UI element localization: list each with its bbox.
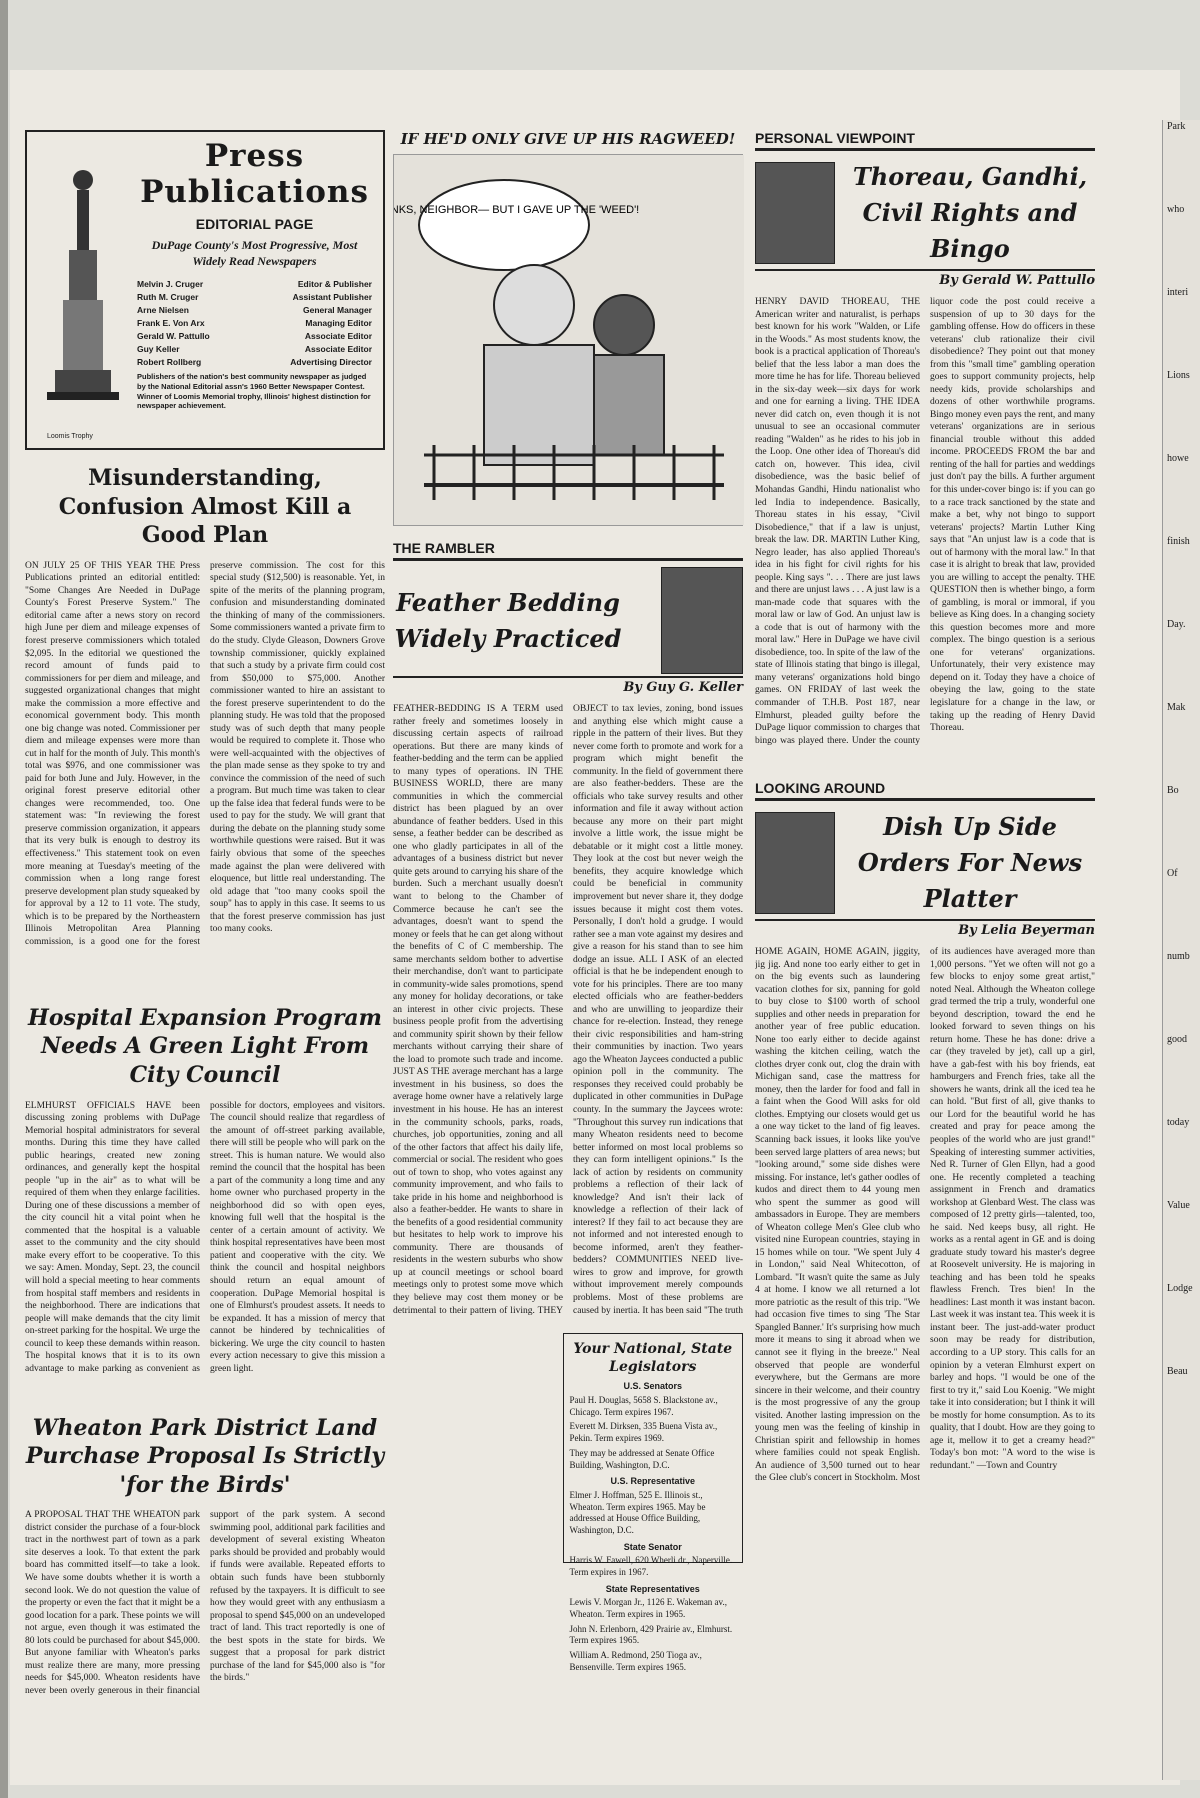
masthead-box — [25, 130, 385, 450]
staff-name: Ruth M. Cruger — [137, 292, 199, 303]
adjacent-page-fragment: numb — [1167, 951, 1190, 962]
staff-role: Associate Editor — [304, 331, 372, 342]
viewpoint-label: PERSONAL VIEWPOINT — [755, 130, 1095, 151]
masthead-title: Press Publications — [140, 138, 369, 210]
viewpoint-title: Thoreau, Gandhi, Civil Rights and Bingo — [852, 162, 1088, 263]
editorial-body: ELMHURST OFFICIALS HAVE been discussing zoning problems with DuPage Memorial hospital administrators for several months. During this time they have called public hearings, created new zoning ordinances, and generally kept the hospital people "up in the air" as to what will be required of them when they enlarge facilities. During one of these discussions a member of the city council hit a vital point when he commented that the hospital is a valuable asset to the community and the city should make every effort to be cooperative. To this we say: Amen. Monday, Sept. 23, the council will hold a special meeting to hear comments from hospital staff members and residents in the neighborhood. There are indications that people will make demands that the city limit on-street parking for the hospital. We urge the council to keep these demands within reason. The hospital knows that it is to its own advantage to make parking as convenient as possible for doctors, employees and visitors. The council should realize that regardless of the amount of off-street parking available, there will still be people who will park on the street. This is human nature. We would also remind the council that the hospital has been a part of the community a long time and any home owner who purchased property in the neighborhood did so with open eyes, knowing full well that the hospital is the center of a certain amount of activity. We think hospital representatives have been most patient and cooperative with the city. We think the council and hospital neighbors should return an equal amount of cooperation. DuPage Memorial hospital is one of Elmhurst's proudest assets. It needs to be expanded. It has a mission of mercy that cannot be hindered by technicalities of bickering. We urge the city council to hasten every action necessary to give this mission a green light. — [25, 1100, 385, 1374]
legislator-entry: Paul H. Douglas, 5658 S. Blackstone av., Chicago. Term expires 1967. — [569, 1395, 718, 1417]
column-left — [25, 130, 385, 1709]
staff-row — [137, 279, 372, 289]
legislator-entry: They may be addressed at Senate Office Building, Washington, D.C. — [569, 1447, 715, 1470]
editorial-body: A PROPOSAL THAT THE WHEATON park district consider the purchase of a four-block tract in the northwest part of town as a park site deserves a look. To that extent the park board has committed itself—to take a look. We have some doubts whether it is worth a second look. We do not question the value of the property or even the fact that it might be a good location for a park. These points we will not argue, even though it was estimated the 80 lots could be purchased for about $45,000. But anyone familiar with Wheaton's parks must realize there are many, more pressing needs for $45,000. Wheaton residents have never been overly generous in their financial support of the park system. A second swimming pool, additional park facilities and development of several existing Wheaton parks should be provided and probably would if funds were available. Repeated efforts to obtain such funds have been stubbornly refused by the taxpayers. It is difficult to see how they would greet with any enthusiasm a proposal to spend $45,000 on an undeveloped tract of land. This tract reportedly is one of the best spots in the state for birds. We suggest that a proposal for park district purchase of the land for $45,000 also is "for the birds." — [25, 1510, 385, 1696]
staff-row — [137, 305, 372, 315]
staff-row — [137, 292, 372, 302]
staff-row — [137, 344, 372, 354]
masthead-text — [137, 138, 372, 411]
adjacent-page-fragment: Bo — [1167, 785, 1179, 796]
legislators-group-heading: U.S. Senators — [623, 1381, 683, 1392]
adjacent-page-fragment: interi — [1167, 287, 1189, 298]
legislator-entry: William A. Redmond, 250 Tioga av., Bensenville. Term expires 1965. — [569, 1650, 702, 1672]
staff-role: Advertising Director — [290, 357, 372, 368]
looking-around-title: Dish Up Side Orders For News Platter — [857, 812, 1083, 913]
editorial-headline: Misunderstanding, Confusion Almost Kill a Good Plan — [58, 465, 352, 549]
staff-role: Associate Editor — [304, 344, 372, 355]
rambler-title: Feather Bedding Widely Practiced — [394, 587, 622, 653]
legislators-box — [563, 1333, 743, 1672]
legislators-group-heading: State Senator — [623, 1541, 682, 1552]
rambler-body-continued — [393, 1323, 555, 1563]
adjacent-page-fragment: finish — [1167, 536, 1190, 547]
legislator-entry: Everett M. Dirksen, 335 Buena Vista av., Pekin. Term expires 1969. — [569, 1421, 718, 1444]
rambler-label: THE RAMBLER — [393, 540, 743, 561]
cartoon-balloon-text: THANKS, NEIGHBOR— BUT I GAVE UP THE 'WEED'! — [394, 204, 640, 216]
viewpoint-byline: By Gerald W. Pattullo — [755, 269, 1095, 288]
looking-around-body: HOME AGAIN, HOME AGAIN, jiggity, jig jig. And none too early either to get in on the big events such as laundering vacation clothes for six, panning for gold to buy close to $100 worth of school supplies and other needs in preparation for another year of free public education. None too early either to decide against washing the kitchen ceiling, watch the clothes dryer conk out, clog the drain with Michigan sand, case the mattress for money, then the larder for food and fall in a faint when the Good Will asks for old clothes. Emptying our closets would get us a one way ticket to the land of fig leaves. Scanning back issues, it looks like you've been served large platters of area news; but "looking around," some side dishes were missing. For instance, let's gather oodles of kudos and direct them to 44 young men who spent the summer as good will ambassadors in Europe. They are members of Wheaton college Men's Glee club who visited nine European countries, staying in 15 homes while on tour. "We spent July 4 in London," said Neal Whitecotton, of Lombard. "It wasn't quite the same as July 4 at home. I know we all returned a lot more patriotic as the result of this trip. "We had occasion five times to sing 'The Star Spangled Banner.' It's surprising how much more it means to sing it abroad when we cannot see it flying in the breeze." Neal observed that people are wonderful everywhere, but the Germans are more sincere in their welcome, and their country is the most progressive of any the group visited. Another lasting impression on the young men was the feeling of kinship in Christian spirit and fellowship in homes where families could not speak English. An audience of 3,500 turned out to hear the Glee club's concert in Stockholm. Most of its audiences have averaged more than 1,000 persons. "Yet we often will not go a few blocks to enjoy some great artist," noted Neal. Although the Wheaton college grad termed the trip a truly, wonderful one beyond description, toward the end he looked forward to seven things on his return home. These he has done: drive a car (they traveled by jet), call up a girl, have a gab-fest with his boy friends, eat hamburgers and French fries, take all the showers he wants, drink all the iced tea he can hold. "But first of all, give thanks to our Lord for the beautiful world he has created and pray for peace among the peoples of the world who are just grand!" Speaking of interesting summer activities, Ned R. Turner of Glen Ellyn, had a good one. He recently completed a teaching assignment in French and dramatics workshop at Glenbard West. The class was composed of 12 pretty girls—talented, too, he said. Ned keeps busy, all right. He works as a rental agent in GE and is doing graduate study toward his master's degree at Roosevelt university. He is majoring in teaching and has been told he speaks flawless French. Tres bien! In the headlines: Last month it was instant bacon. Last week it was instant tea. This week it is instant beer. The just-add-water product soon may be ready for distribution, according to a UP story. This calls for an opinion by a veteran Elmhurst expert on barley and hops. "I would be one of the first to try it," said Lou Koenig. "We might take it into consideration; but I think it will be mostly for home consumption. As to its quality, that I doubt. How are they going to age it, mellow it to get a creamy head?" Today's bon mot: "A word to the wise is redundant." —Town and Country — [755, 947, 1095, 1484]
editorial-page-label: EDITORIAL PAGE — [195, 216, 314, 232]
page-edge — [0, 0, 8, 1798]
cartoon-drawing — [394, 155, 744, 525]
staff-name: Gerald W. Pattullo — [137, 331, 210, 342]
adjacent-page-fragment: Park — [1167, 121, 1186, 132]
editorial-cartoon — [393, 154, 743, 526]
cartoon-kicker: IF HE'D ONLY GIVE UP HIS RAGWEED! — [400, 130, 736, 148]
adjacent-page-fragment: Value — [1167, 1200, 1190, 1211]
adjacent-page-fragment: howe — [1167, 453, 1189, 464]
adjacent-page-fragments — [1163, 120, 1200, 1378]
masthead-tagline: DuPage County's Most Progressive, Most Widely Read Newspapers — [151, 238, 358, 268]
author-photo — [755, 812, 835, 914]
legislator-entry: Elmer J. Hoffman, 525 E. Illinois st., Wheaton. Term expires 1965. May be addressed at House Office Building, Washington, D.C. — [569, 1489, 706, 1535]
masthead-note: Publishers of the nation's best community newspaper as judged by the National Editorial assn's 1960 Better Newspaper Contest. Winner of Loomis Memorial trophy, Illinois' highest distinction for newspaper achievement. — [137, 372, 371, 411]
legislators-group-heading: U.S. Representative — [610, 1476, 696, 1487]
author-photo — [755, 162, 835, 264]
staff-role: Assistant Publisher — [292, 292, 372, 303]
editorial-body: ON JULY 25 OF THIS YEAR THE Press Publications printed an editorial entitled: "Some Changes Are Needed in DuPage County's Forest Preserve System." The editorial came after a news story on record high June per diem and mileage expenses of forest preserve commissioners which totaled $2,095. In the editorial we questioned the record amount of funds paid to commissioners for per diem and mileage, and suggested organizational changes that might make the commission a more effective and economical government body. This month one big change was noted. Commissioner per diem and mileage expenses were more than cut in half for the month of July. This month's total was $976, and one commissioner was paid for both June and July. However, in the original forest preserve editorial other changes were recommended, too. One statement was: "In reviewing the forest preserve commission organization, it appears that its very bulk is enough to destroy its effectiveness." This statement took on even more meaning at Tuesday's meeting of the commission when a long range forest preserve development plan study squeaked by for approval by a 12 to 11 vote. The study, which is to be prepared by the Northeastern Illinois Metropolitan Area Planning commission, is a good one for the forest preserve commission. The cost for this special study ($12,500) is reasonable. Yet, in spite of the merits of the planning program, confusion and misunderstanding dominated the thinking of many of the commissioners. Some commissioners wanted a private firm to do the study. Clyde Gleason, Downers Grove township commissioner, quickly explained that such a study by a private firm could cost from $50,000 to $75,000. Another commissioner wanted to hire an assistant to the forest preserve superintendent to do the planning study. He was told that the proposed study was of such depth that many people would be required to complete it. Those who were well-acquainted with the objectives of the plan made sense as they spoke to try and convince the commission of the need of such a program. But much time was taken to clear up the false idea that federal funds were to be used to pay for the study. We will grant that during the debate on the planning study some worthwhile questions were raised. But it was fairly obvious that some of the speeches made against the plan were delivered with eloquence, but little real understanding. The old adage that "too many cooks spoil the soup" has to apply in this case. It seems to us that the forest preserve commission has just too many cooks. — [25, 560, 385, 947]
adjacent-page-fragment: today — [1167, 1117, 1190, 1128]
staff-name: Robert Rollberg — [137, 357, 202, 368]
adjacent-page-fragment: who — [1167, 204, 1185, 215]
adjacent-page-fragment: Day. — [1167, 619, 1186, 630]
column-right — [755, 130, 1095, 1536]
rambler-body: FEATHER-BEDDING IS A TERM used rather freely and sometimes loosely in discussing certain aspects of railroad operations. But there are many kinds of feather-bedding and the term can be applied to many types of operations. IN THE BUSINESS WORLD, there are many communities in which the commercial district has been plagued by an over abundance of feather bedders. Used in this sense, a feather bedder can be described as one who gladly participates in all of the advantages of a business district but never quite gets around to carrying his share of the burden. Such a merchant usually doesn't want to belong to the Chamber of Commerce because he can't see the advantages, doesn't want to spend the money or feels that he can get along without the benefits of C of C membership. The same merchants seldom bother to advertise their merchandise, don't want to participate in community-wide sales promotions, spend any money for holiday decorations, or take an interest in other civic projects. These business people profit from the advertising and community spirit shown by their fellow merchants without carrying their share of the load to promote such trade and income. JUST AS THE average merchant has a large investment in his business, so does the average home owner have a relatively large investment in his house. He has an interest in the community schools, parks, roads, churches, job opportunities, zoning and all of the other factors that affect his daily life, commercial or social. The resident who goes out of town to shop, who votes against any community improvement, and who fails to take pride in his home and neighborhood is also a feather-bedder. He wants to share in the benefits of a good residential community but hesitates to help work to improve his community. There are thousands of residents in the western suburbs who show up at council meetings or school board meetings only to protest some move which they believe may cost them money or be detrimental to their pattern of living. THEY OBJECT to tax levies, zoning, bond issues and anything else which might cause a ripple in the pattern of their lives. But they never come forth to promote and work for a program which might benefit the community. In the field of government there are also feather-bedders. These are the officials who take survey results and other information and file it away without action because any more on their part might involve a little work, the issue might be debatable or it might cost a little money. They look at the cost but never weigh the benefits, they acquire knowledge which could be beneficial in community improvement but never share it, they dodge issues because it might cost them votes. Personally, I don't hold a grudge. I would rather see a man vote against my desires and give a reason for his stand than to see him dodge an issue. ALL I ASK of an elected official is that he be independent enough to vote for his principles. There are too many elected officials who are feather-bedders and who are unwilling to jeopardize their chance for re-election. Instead, they renege their civic responsibilities and ham-string their communities by inaction. Two years ago the Wheaton Jaycees conducted a public opinion poll in the community. The responses they received could probably be duplicated in other communities in DuPage county. In the summary the Jaycees wrote: "Throughout this survey run indications that many Wheaton residents need to become better informed on most local problems so they can form intelligent opinions." Is the lack of action by residents on community problems a reflection of their lack of knowledge? And isn't their lack of knowledge a reflection of their lack of interest? If they fail to act because they are not informed and not interested enough to become informed, aren't they feather-bedders? COMMUNITIES NEED live-wires to grow and improve, for growth without improvement merely compounds problems. Most of these problems are caused by inertia. It has been said "The truth — [393, 704, 743, 1316]
staff-list — [137, 279, 372, 367]
staff-name: Guy Keller — [137, 344, 180, 355]
staff-name: Arne Nielsen — [137, 305, 189, 316]
author-photo — [661, 567, 743, 674]
rambler-byline: By Guy G. Keller — [393, 676, 743, 695]
staff-row — [137, 318, 372, 328]
staff-name: Frank E. Von Arx — [137, 318, 205, 329]
staff-row — [137, 331, 372, 341]
staff-role: Editor & Publisher — [297, 279, 372, 290]
adjacent-page-strip — [1162, 120, 1200, 1780]
editorial-headline: Hospital Expansion Program Needs A Green Light From City Council — [28, 1004, 382, 1088]
legislator-entry: Harris W. Fawell, 620 Wherli dr., Naperville. Term expires in 1967. — [569, 1555, 733, 1577]
staff-name: Melvin J. Cruger — [137, 279, 204, 290]
adjacent-page-fragment: Mak — [1167, 702, 1186, 713]
looking-around-byline: By Lelia Beyerman — [755, 919, 1095, 938]
loomis-trophy-image — [35, 150, 127, 410]
adjacent-page-fragment: Of — [1167, 868, 1178, 879]
legislator-entry: John N. Erlenborn, 429 Prairie av., Elmhurst. Term expires 1965. — [569, 1623, 733, 1646]
viewpoint-body: HENRY DAVID THOREAU, THE American writer and naturalist, is perhaps best known for his work "Walden, or Life in the Woods." As most students know, the book is a practical application of Thoreau's belief that the less labor a man does the more time he has for life. Thoreau believed in the six-day week—six days for work and one for earning a living. THE IDEA never did catch on, even though it is not unusual to see an occasional commuter reading "Walden" as he rides to his job in the Loop. One other idea of Thoreau's did catch on, however. This idea, civil disobedience, was the basic belief of Mohandas Gandhi, Hindu nationalist who led India to independence. Basically, Thoreau states in his essay, "Civil Disobedience," that if a law is unjust, break the law. DR. MARTIN Luther King, Negro leader, has also applied Thoreau's idea in his fight for civil rights for his people. King says ". . . There are just laws and there are unjust laws . . . A just law is a man-made code that squares with the moral law or law of God. An unjust law is a code that is out of harmony with the moral law." Here in DuPage we have civil disobedience, too. In spite of the law of the state of Illinois stating that bingo is illegal, many veterans' organizations hold bingo games. ON FRIDAY of last week the commander of T.H.B. Post 187, near Elmhurst, pleaded guilty before the DuPage liquor commission to charges that bingo was played there. Under the county liquor code the post could receive a suspension of up to 30 days for the gambling offense. How do officers in these veterans' club rationalize their civil disobedience? They point out that money from this "small time" gambling operation goes to support community projects, help needy kids, provide scholarships and dozens of other worthwhile programs. Bingo money even pays the rent, and many veterans' organizations are in serious financial trouble without this added income. PROCEEDS FROM the bar and renting of the hall for parties and weddings just don't pay the bills. A further argument for this under-cover bingo is: if you can go to a race track sanctioned by the state and make a bet, why not bingo to support veterans' projects? Martin Luther King says that "An unjust law is a code that is out of harmony with the moral law." In that case it is alright to break that law, provided you are willing to accept the penalty. THE QUESTION then is whether bingo, a form of gambling, is moral or immoral, if you believe as King does. In a changing society this question becomes more and more complex. The bingo question is a serious one for veterans' organizations. Unfortunately, their very existence may depend on it. Today they have a choice of obeying the law, going to the state legislature for a change in the law, or taking up the reading of Henry David Thoreau. — [755, 297, 1095, 746]
adjacent-page-fragment: Lodge — [1167, 1283, 1193, 1294]
trophy-caption: Loomis Trophy — [47, 433, 93, 440]
legislator-entry: Lewis V. Morgan Jr., 1126 E. Wakeman av., Wheaton. Term expires in 1965. — [569, 1597, 727, 1620]
legislators-group-heading: State Representatives — [605, 1583, 700, 1594]
staff-role: General Manager — [303, 305, 372, 316]
legislators-list — [570, 1381, 736, 1673]
adjacent-page-fragment: Lions — [1167, 370, 1190, 381]
editorial-headline: Wheaton Park District Land Purchase Proposal Is Strictly 'for the Birds' — [25, 1414, 385, 1498]
column-middle — [393, 130, 743, 1672]
staff-role: Managing Editor — [305, 318, 372, 329]
staff-row — [137, 357, 372, 367]
looking-around-label: LOOKING AROUND — [755, 780, 1095, 801]
legislators-title: Your National, State Legislators — [573, 1341, 733, 1376]
adjacent-page-fragment: Beau — [1167, 1366, 1188, 1377]
adjacent-page-fragment: good — [1167, 1034, 1187, 1045]
